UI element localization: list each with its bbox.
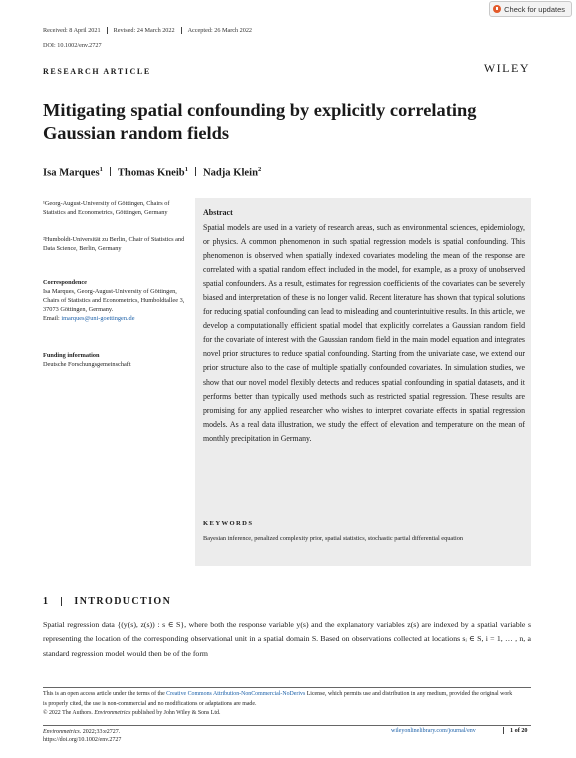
correspondence-heading: Correspondence: [43, 279, 87, 286]
bottom-divider: [43, 725, 531, 726]
accepted-date: Accepted: 26 March 2022: [181, 27, 258, 34]
section-heading: [43, 596, 171, 607]
abstract-heading: Abstract: [203, 208, 233, 217]
author-name[interactable]: Thomas Kneib$^1$: [117, 166, 188, 179]
affiliation-1: ¹Georg-August-University of Göttingen, Chairs of Statistics and Econometrics, Göttingen, Germany: [43, 200, 170, 216]
doi-url[interactable]: https://doi.org/10.1002/env.2727: [43, 737, 122, 743]
journal-citation: Environmetrics. 2022;33:e2727. https://doi.org/10.1002/env.2727: [43, 729, 122, 743]
keywords-heading: KEYWORDS: [203, 520, 254, 527]
page-number: 1 of 20: [503, 727, 528, 734]
crossmark-icon: [493, 5, 501, 13]
received-date: Received: 8 April 2021: [43, 27, 101, 34]
intro-paragraph: Spatial regression data {(y(s), z(s)) : s ∈ S}, where both the response variable y(s) and the explanatory variables z(s) are indexed by a spatial variable s representing the location of the corresponding observational unit in a spatial domain S. Based on observations collected at locations sᵢ ∈ S, i = 1, … , n, a standard regression model would then be of the form: [43, 620, 531, 658]
email-link[interactable]: imarques@uni-goettingen.de: [61, 314, 135, 322]
author-list: [43, 166, 261, 179]
funding-text: Deutsche Forschungsgemeinschaft: [43, 360, 131, 368]
affiliation-2: ²Humboldt-Universität zu Berlin, Chair of Statistics and Data Science, Berlin, Germany: [43, 236, 185, 252]
funding-block: [43, 352, 193, 370]
correspondence-block: [43, 279, 193, 324]
abstract-text: Spatial models are used in a variety of research areas, such as environmental sciences, epidemiology, or physics. A common phenomenon in such spatial regression models is spatial confounding. This phenomenon is observed when spatially indexed covariates modeling the mean of the response are correlated with a spatial random effect included in the model, for example, as a proxy of unobserved spatial confounders. As a result, estimates for regression coefficients of the covariates can be severely biased and interpretation of these is no longer valid. Recent literature has shown that typical solutions for reducing spatial confounding can lead to misleading and counterintuitive results. In this article, we develop a computationally efficient spatial model that explicitly correlates a Gaussian random field for the covariate of interest with the Gaussian random field in the main model equation and integrates novel prior structures to reduce spatial confounding. Starting from the univariate case, we extend our prior structure also to the case of multiple spatially confounded covariates. In simulation studies, we show that our novel model flexibly detects and reduces spatial confounding in spatial datasets, and it performs better than typically used methods such as restricted spatial regression. These results are promising for any applied researcher who wishes to interpret covariate effects in spatial regression models. As a real data illustration, we study the effect of elevation and temperature on the mean of monthly precipitation in Germany.: [203, 223, 525, 443]
license-notice: This is an open access article under the terms of the Creative Commons Attribution-NonCommercial-NoDerivs License, which permits use and distribution in any medium, provided the original work is properly cited, the use is non-commercial and no modifications or adaptations are made. © 2022 The Authors. Environmetrics published by John Wiley & Sons Ltd.: [43, 690, 513, 719]
keywords-text: Bayesian inference, penalized complexity prior, spatial statistics, stochastic partial differential equation: [203, 535, 463, 542]
author-name[interactable]: Nadja Klein$^2$: [202, 166, 262, 179]
funding-heading: Funding information: [43, 352, 100, 359]
footer-divider: [43, 687, 531, 688]
correspondence-text: Isa Marques, Georg-August-University of Göttingen, Chairs of Statistics and Econometrics, Humboldtallee 3, 37073 Göttingen, Germany.: [43, 287, 185, 313]
article-type: RESEARCH ARTICLE: [43, 67, 151, 76]
check-for-updates-label: Check for updates: [504, 4, 565, 14]
section-number: 1: [43, 596, 50, 607]
section-title: INTRODUCTION: [74, 596, 172, 607]
copyright-line: © 2022 The Authors. Environmetrics published by John Wiley & Sons Ltd.: [43, 710, 221, 717]
article-dates: [43, 27, 258, 34]
revised-date: Revised: 24 March 2022: [107, 27, 181, 34]
journal-name: Environmetrics: [43, 729, 80, 735]
doi: DOI: 10.1002/env.2727: [43, 42, 102, 49]
author-separator: [110, 167, 111, 176]
section-separator: [61, 597, 62, 606]
check-for-updates-badge[interactable]: [489, 1, 572, 17]
paper-title: Mitigating spatial confounding by explicitly correlating Gaussian random fields: [43, 100, 477, 143]
journal-site-link[interactable]: wileyonlinelibrary.com/journal/env: [391, 728, 476, 734]
author-separator: [195, 167, 196, 176]
author-name[interactable]: Isa Marques$^1$: [43, 166, 103, 179]
publisher-logo: WILEY: [483, 61, 530, 75]
email-line: Email: imarques@uni-goettingen.de: [43, 314, 135, 322]
license-link[interactable]: Creative Commons Attribution-NonCommercial-NoDerivs: [166, 691, 306, 697]
